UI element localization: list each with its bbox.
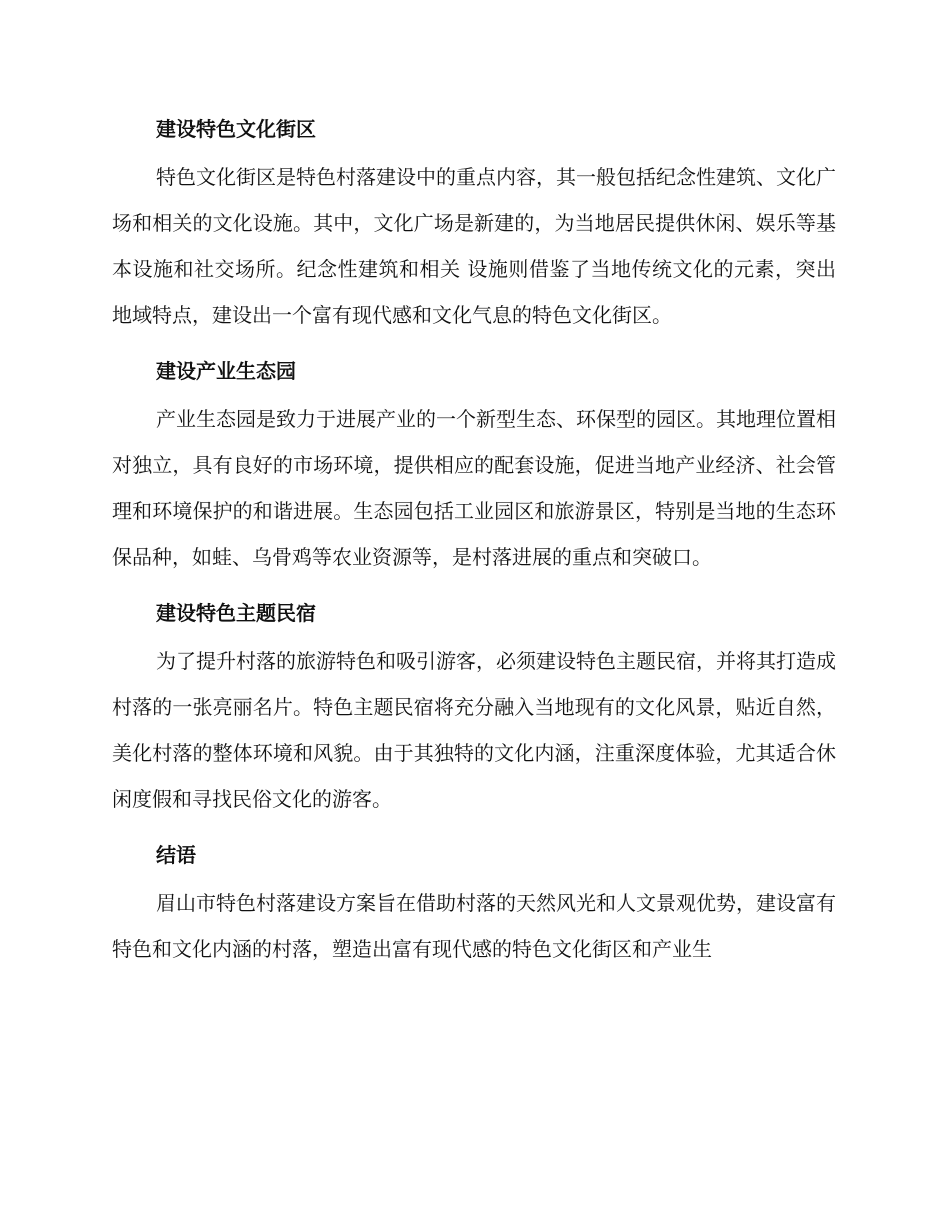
section-heading: 建设特色文化街区 <box>156 117 316 141</box>
section-cultural-street <box>112 110 836 338</box>
document-body <box>112 110 836 972</box>
section-paragraph: 为了提升村落的旅游特色和吸引游客，必须建设特色主题民宿，并将其打造成村落的一张亮丽名片。特色主题民宿将充分融入当地现有的文化风景，贴近自然，美化村落的整体环境和风貌。由于其独特的文化内涵，注重深度体验，尤其适合休闲度假和寻找民俗文化的游客。 <box>112 649 836 811</box>
section-paragraph: 产业生态园是致力于进展产业的一个新型生态、环保型的园区。其地理位置相对独立，具有良好的市场环境，提供相应的配套设施，促进当地产业经济、社会管理和环境保护的和谐进展。生态园包括工业园区和旅游景区，特别是当地的生态环保品种，如蛙、乌骨鸡等农业资源等，是村落进展的重点和突破口。 <box>112 407 836 569</box>
section-heading: 建设产业生态园 <box>156 359 296 383</box>
section-themed-homestay <box>112 594 836 822</box>
section-eco-park <box>112 352 836 580</box>
section-paragraph: 特色文化街区是特色村落建设中的重点内容，其一般包括纪念性建筑、文化广场和相关的文化设施。其中，文化广场是新建的，为当地居民提供休闲、娱乐等基本设施和社交场所。纪念性建筑和相关 设施则借鉴了当地传统文化的元素，突出地域特点，建设出一个富有现代感和文化气息的特色文化街区。 <box>112 165 836 327</box>
section-heading: 建设特色主题民宿 <box>156 601 316 625</box>
section-paragraph: 眉山市特色村落建设方案旨在借助村落的天然风光和人文景观优势，建设富有特色和文化内涵的村落，塑造出富有现代感的特色文化街区和产业生 <box>112 891 836 961</box>
section-heading: 结语 <box>156 843 196 867</box>
section-conclusion <box>112 836 836 972</box>
